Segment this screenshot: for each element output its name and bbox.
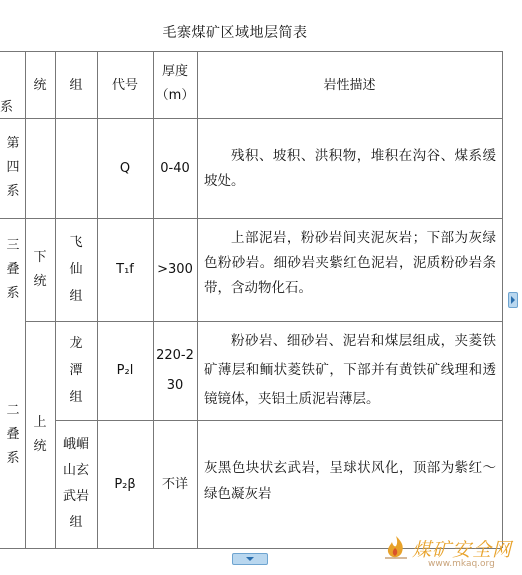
header-xi: 系 <box>0 100 14 115</box>
row2-houdu: >300 <box>157 262 193 277</box>
row3-houdu: 220-230 <box>156 347 194 393</box>
row3-daihao: P₂l <box>116 363 134 378</box>
header-yanxing: 岩性描述 <box>323 77 376 93</box>
row1-xi: 第四系 <box>6 136 20 199</box>
row4-desc: 灰黑色块状玄武岩，呈球状风化，顶部为紫红～绿色凝灰岩 <box>204 460 496 502</box>
row2-xi: 三叠系 <box>6 237 20 301</box>
header-tong: 统 <box>33 77 47 93</box>
row4-zu: 峨嵋山玄武岩组 <box>62 437 89 530</box>
watermark <box>382 532 518 572</box>
row4-daihao: P₂β <box>114 476 136 492</box>
down-arrow-icon[interactable] <box>232 553 268 565</box>
row2-daihao: T₁f <box>116 262 134 277</box>
row3-zu: 龙潭组 <box>69 336 83 405</box>
row1-desc: 残积、坡积、洪积物，堆积在沟谷、煤系缓坡处。 <box>204 148 496 189</box>
watermark-text: 煤矿安全网 <box>412 539 513 561</box>
flame-logo-icon <box>382 534 410 562</box>
page-title: 毛寨煤矿区域地层简表 <box>162 25 308 41</box>
right-arrow-icon[interactable] <box>508 292 518 308</box>
header-zu: 组 <box>69 77 83 93</box>
row2-desc: 上部泥岩，粉砂岩间夹泥灰岩；下部为灰绿色粉砂岩。细砂岩夹紫红色泥岩，泥质粉砂岩条带，含动物化石。 <box>204 230 496 296</box>
header-daihao: 代号 <box>111 77 138 93</box>
row3-desc: 粉砂岩、细砂岩、泥岩和煤层组成，夹菱铁矿薄层和鲕状菱铁矿，下部并有黄铁矿线理和透镜镜体，夹铝土质泥岩薄层。 <box>204 333 496 407</box>
header-houdu: 厚度（m） <box>155 64 195 103</box>
row3-xi: 二叠系 <box>6 402 20 466</box>
row1-daihao: Q <box>119 160 131 176</box>
row4-houdu: 不详 <box>161 476 188 492</box>
row2-zu: 飞仙组 <box>69 235 83 304</box>
row3-tong: 上统 <box>33 414 47 454</box>
row2-tong: 下统 <box>33 249 47 289</box>
row1-houdu: 0-40 <box>160 160 190 176</box>
watermark-url: www.mkaq.org <box>428 559 495 569</box>
